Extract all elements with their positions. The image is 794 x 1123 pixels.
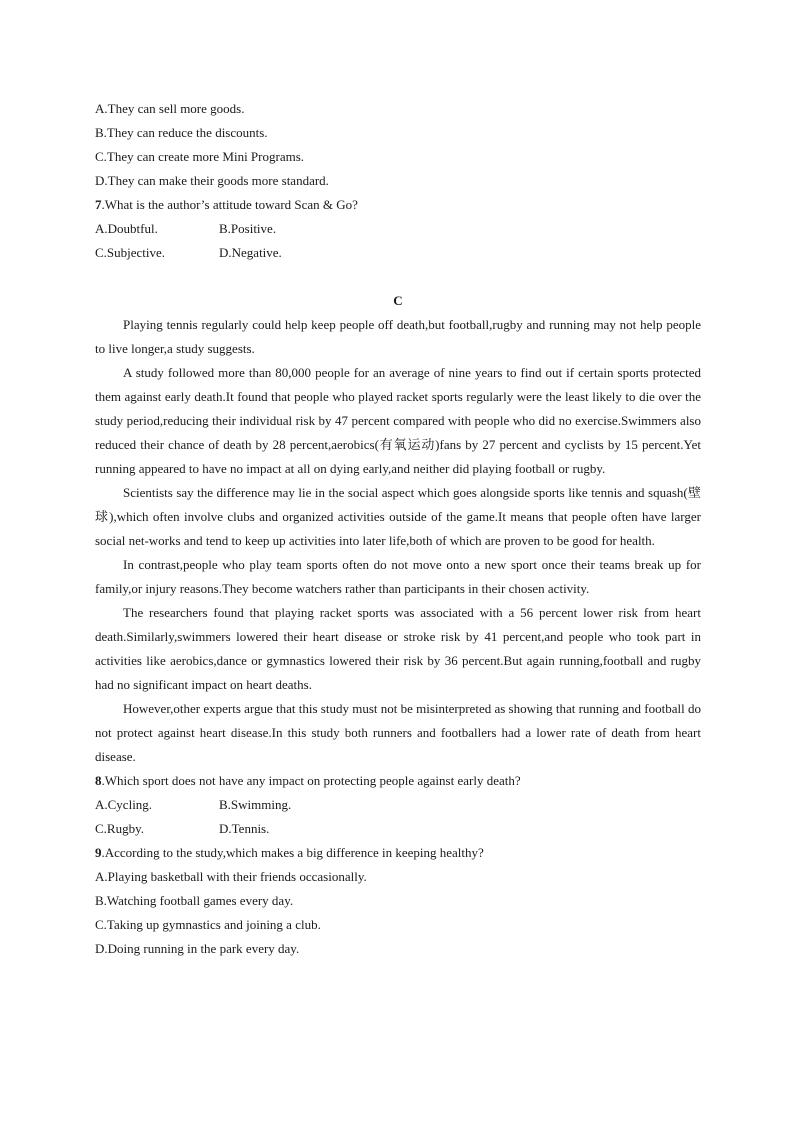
q7-option-c: C.Subjective. (95, 245, 166, 260)
q9-option-c: C.Taking up gymnastics and joining a club. (95, 917, 321, 932)
question-7-number: 7 (95, 197, 102, 212)
question-7-text: .What is the author’s attitude toward Scan & Go? (101, 197, 358, 212)
q6-option-b: B.They can reduce the discounts. (95, 125, 268, 140)
q8-option-d: D.Tennis. (219, 821, 270, 836)
q7-option-a: A.Doubtful. (95, 221, 158, 236)
q7-options-row-2 (95, 241, 701, 265)
question-7 (95, 193, 701, 217)
passage-paragraph-1: Playing tennis regularly could help keep people off death,but football,rugby and running may not help people to live longer,a study suggests. (95, 317, 701, 356)
passage-paragraph-2: A study followed more than 80,000 people for an average of nine years to find out if certain sports protected them against early death.It found that people who played racket sports regularly were the least likely to die over the study period,reducing their individual risk by 47 percent compared with people who did no exercise.Swimmers also reduced their chance of death by 28 percent,aerobics(有氧运动)fans by 27 percent and cyclists by 15 percent.Yet running appeared to have no impact at all on dying early,and neither did playing football or rugby. (95, 365, 701, 476)
passage-paragraph-6: However,other experts argue that this study must not be misinterpreted as showing that running and football do not protect against heart disease.In this study both runners and footballers had a lower rate of death from heart disease. (95, 701, 701, 764)
question-8-text: .Which sport does not have any impact on protecting people against early death? (101, 773, 521, 788)
q7-options-row-1 (95, 217, 701, 241)
q7-option-d: D.Negative. (219, 245, 282, 260)
q7-option-b: B.Positive. (219, 221, 277, 236)
q8-options-row-1 (95, 793, 701, 817)
q9-option-d: D.Doing running in the park every day. (95, 941, 300, 956)
section-title: C (393, 293, 403, 308)
q8-option-b: B.Swimming. (219, 797, 292, 812)
q8-option-a: A.Cycling. (95, 797, 153, 812)
question-8 (95, 769, 701, 793)
q8-option-c: C.Rugby. (95, 821, 144, 836)
passage-paragraph-3: Scientists say the difference may lie in the social aspect which goes alongside sports like tennis and squash(壁球),which often involve clubs and organized activities outside of the game.It means that people often have larger social net-works and tend to keep up activities into later life,both of which are proven to be good for health. (95, 485, 701, 548)
question-9 (95, 841, 701, 865)
document-page (95, 97, 701, 961)
passage-paragraph-5: The researchers found that playing racket sports was associated with a 56 percent lower risk from heart death.Similarly,swimmers lowered their heart disease or stroke risk by 41 percent,and people who took part in activities like aerobics,dance or gymnastics lowered their risk by 36 percent.But again running,football and rugby had no significant impact on heart deaths. (95, 605, 701, 692)
q6-option-d: D.They can make their goods more standard. (95, 173, 329, 188)
passage-paragraph-4: In contrast,people who play team sports often do not move onto a new sport once their teams break up for family,or injury reasons.They become watchers rather than participants in their chosen activity. (95, 557, 701, 596)
question-8-number: 8 (95, 773, 102, 788)
question-9-text: .According to the study,which makes a big difference in keeping healthy? (101, 845, 484, 860)
question-9-number: 9 (95, 845, 102, 860)
q9-option-b: B.Watching football games every day. (95, 893, 294, 908)
q8-options-row-2 (95, 817, 701, 841)
q9-option-a: A.Playing basketball with their friends occasionally. (95, 869, 367, 884)
q6-option-a: A.They can sell more goods. (95, 101, 245, 116)
q6-option-c: C.They can create more Mini Programs. (95, 149, 305, 164)
spacer (95, 265, 701, 289)
